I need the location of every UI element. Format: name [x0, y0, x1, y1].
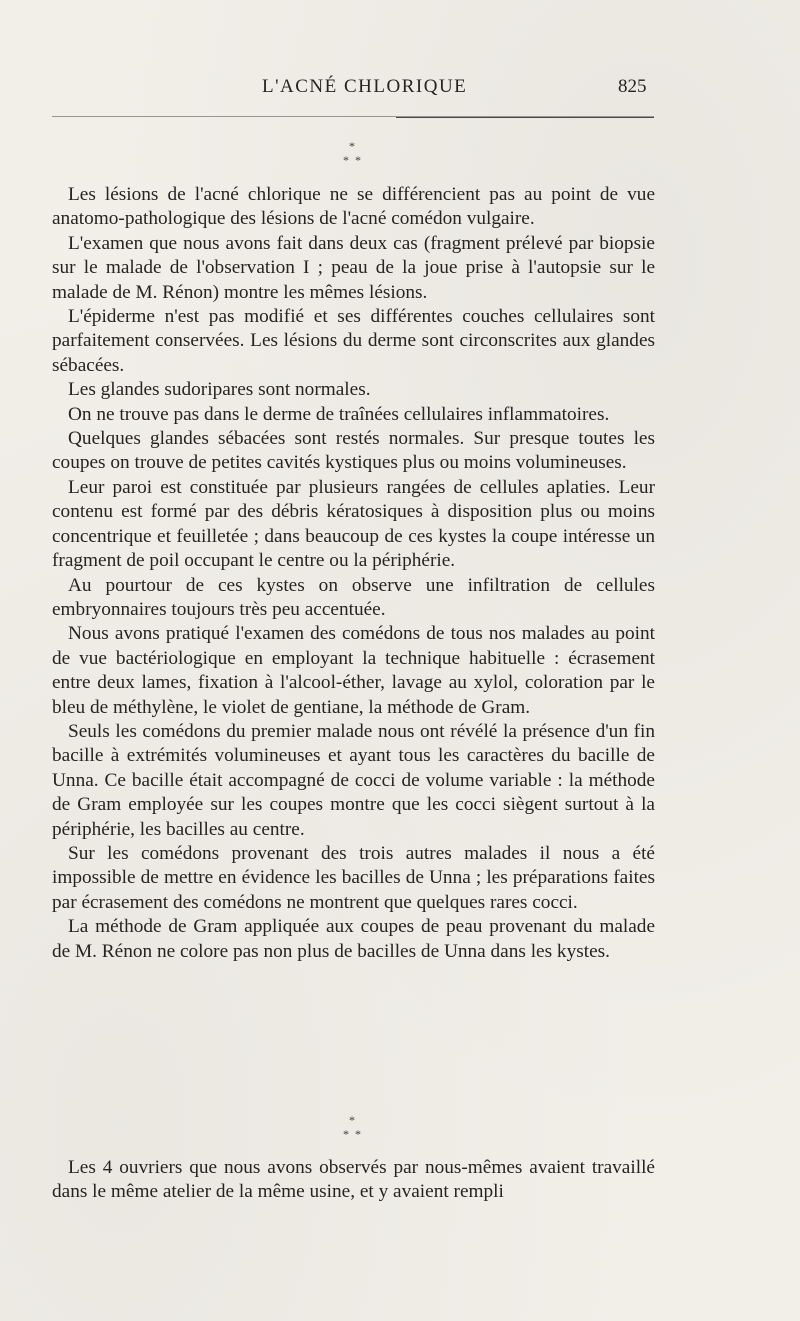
- body-text-section-2: [52, 1156, 655, 1205]
- asterism-star-top: *: [349, 1113, 355, 1127]
- body-text-section-1: [52, 183, 655, 964]
- paragraph: Nous avons pratiqué l'examen des comédons de tous nos malades au point de vue bactériologique en employant la technique habituelle : écrasement entre deux lames, fixation à l'alcool-éther, lavage au xylol, coloration par le bleu de méthylène, le violet de gentiane, la méthode de Gram.: [52, 623, 655, 718]
- paragraph: Leur paroi est constituée par plusieurs rangées de cellules aplaties. Leur contenu est formé par des débris kératosiques à disposition plus ou moins concentrique et feuilletée ; dans beaucoup de ces kystes la coupe intéresse un fragment de poil occupant le centre ou la périphérie.: [52, 476, 655, 572]
- paragraph: Quelques glandes sébacées sont restés normales. Sur presque toutes les coupes on trouve de petites cavités kystiques plus ou moins volumineuses.: [52, 428, 655, 474]
- asterism-star-left: *: [343, 1127, 349, 1141]
- running-title: L'ACNÉ CHLORIQUE: [262, 76, 468, 97]
- paragraph: Les lésions de l'acné chlorique ne se différencient pas au point de vue anatomo-pathologique des lésions de l'acné comédon vulgaire.: [52, 184, 655, 230]
- asterism-star-right: *: [355, 1127, 361, 1141]
- paragraph: La méthode de Gram appliquée aux coupes de peau provenant du malade de M. Rénon ne colore pas non plus de bacilles de Unna dans les kystes.: [52, 916, 655, 962]
- paragraph: On ne trouve pas dans le derme de traînées cellulaires inflammatoires.: [68, 403, 610, 425]
- asterism-star-right: *: [355, 153, 361, 167]
- paragraph: Les glandes sudoripares sont normales.: [68, 379, 371, 401]
- paragraph: Les 4 ouvriers que nous avons observés par nous-mêmes avaient travaillé dans le même atelier de la même usine, et y avaient rempli: [52, 1157, 655, 1203]
- paragraph: Au pourtour de ces kystes on observe une infiltration de cellules embryonnaires toujours très peu accentuée.: [52, 574, 655, 620]
- paragraph: L'épiderme n'est pas modifié et ses différentes couches cellulaires sont parfaitement conservées. Les lésions du derme sont circonscrites aux glandes sébacées.: [52, 306, 655, 376]
- page-number: 825: [618, 76, 647, 97]
- paragraph: Sur les comédons provenant des trois autres malades il nous a été impossible de mettre en évidence les bacilles de Unna ; les préparations faites par écrasement des comédons ne montrent que quelques rares cocci.: [52, 842, 655, 913]
- paragraph: L'examen que nous avons fait dans deux cas (fragment prélevé par biopsie sur le malade de l'observation I ; peau de la joue prise à l'autopsie sur le malade de M. Rénon) montre les mêmes lésions.: [52, 232, 655, 303]
- header-rule-accent: [396, 117, 654, 118]
- asterism-star-left: *: [343, 153, 349, 167]
- asterism-star-top: *: [349, 139, 355, 153]
- paragraph: Seuls les comédons du premier malade nous ont révélé la présence d'un fin bacille à extrémités volumineuses et ayant tous les caractères du bacille de Unna. Ce bacille était accompagné de cocci de volume variable : la méthode de Gram employée sur les coupes montre que les cocci siègent surtout à la périphérie, les bacilles au centre.: [52, 720, 655, 840]
